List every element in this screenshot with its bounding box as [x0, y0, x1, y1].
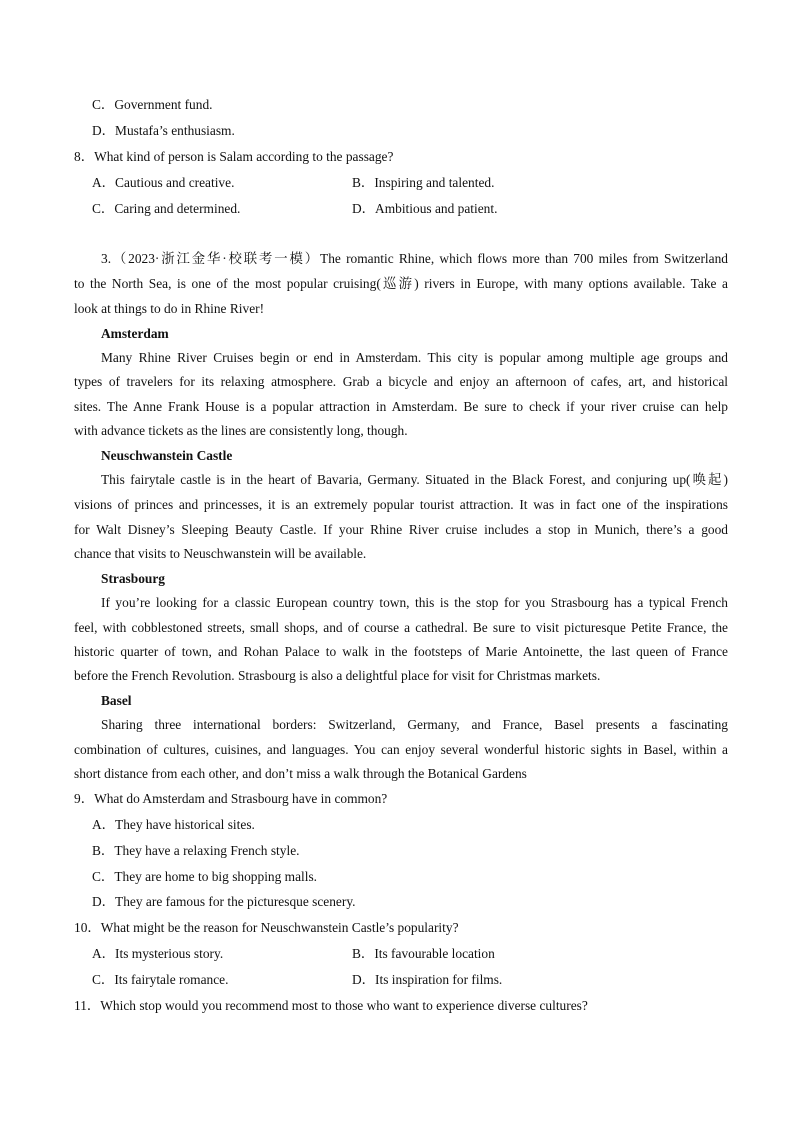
- neuschwanstein-line-1: This fairytale castle is in the heart of Bavaria, Germany. Situated in the Black Forest, and conjuring up(唤起): [101, 472, 728, 487]
- q9-option-a: A．They have historical sites.: [92, 817, 255, 832]
- q10-option-b: B．Its favourable location: [352, 946, 495, 961]
- heading-amsterdam: Amsterdam: [101, 326, 169, 341]
- q9-option-c: C．They are home to big shopping malls.: [92, 869, 318, 884]
- passage-intro-line-1: 3.（2023·浙江金华·校联考一模）The romantic Rhine, which flows more than 700 miles from Switzerland: [101, 251, 728, 266]
- passage-intro-line-3: look at things to do in Rhine River!: [74, 301, 265, 316]
- q8-stem: 8．What kind of person is Salam according to the passage?: [74, 149, 394, 164]
- neuschwanstein-line-2: visions of princes and princesses, it is an extremely popular tourist attraction. It was in fact one of the inspirations: [74, 497, 728, 512]
- strasbourg-line-1: If you’re looking for a classic European country town, this is the stop for you Strasbourg has a typical French: [101, 595, 728, 610]
- q10-option-d: D．Its inspiration for films.: [352, 972, 503, 987]
- neuschwanstein-line-3: for Walt Disney’s Sleeping Beauty Castle. If your Rhine River cruise includes a stop in Munich, there’s a good: [74, 522, 728, 537]
- strasbourg-line-4: before the French Revolution. Strasbourg is also a delightful place for visit for Christmas markets.: [74, 668, 601, 683]
- neuschwanstein-line-4: chance that visits to Neuschwanstein will be available.: [74, 546, 367, 561]
- q10-option-a: A．Its mysterious story.: [92, 946, 224, 961]
- basel-line-3: short distance from each other, and don’t miss a walk through the Botanical Gardens: [74, 766, 527, 781]
- q9-option-b: B．They have a relaxing French style.: [92, 843, 300, 858]
- q7-option-c: C．Government fund.: [92, 97, 213, 112]
- basel-line-1: Sharing three international borders: Switzerland, Germany, and France, Basel presents a fascinating: [101, 717, 728, 732]
- q8-option-b: B．Inspiring and talented.: [352, 175, 495, 190]
- strasbourg-line-3: historic quarter of town, and Rohan Palace to walk in the footsteps of Marie Antoinette, the last queen of France: [74, 644, 728, 659]
- passage-intro-line-2: to the North Sea, is one of the most popular cruising(巡游) rivers in Europe, with many options available. Take a: [74, 276, 728, 291]
- q11-stem: 11．Which stop would you recommend most to those who want to experience diverse cultures?: [74, 998, 588, 1013]
- amsterdam-line-3: sites. The Anne Frank House is a popular attraction in Amsterdam. Be sure to check if your river cruise can help: [74, 399, 728, 414]
- q10-stem: 10．What might be the reason for Neuschwanstein Castle’s popularity?: [74, 920, 459, 935]
- strasbourg-line-2: feel, with cobblestoned streets, small shops, and of course a cathedral. Be sure to visit picturesque Petite France, the: [74, 620, 728, 635]
- q7-option-d: D．Mustafa’s enthusiasm.: [92, 123, 235, 138]
- heading-basel: Basel: [101, 693, 132, 708]
- amsterdam-line-4: with advance tickets as the lines are consistently long, though.: [74, 423, 408, 438]
- q8-option-d: D．Ambitious and patient.: [352, 201, 498, 216]
- q10-option-c: C．Its fairytale romance.: [92, 972, 229, 987]
- q8-option-c: C．Caring and determined.: [92, 201, 241, 216]
- basel-line-2: combination of cultures, cuisines, and languages. You can enjoy several wonderful historic sights in Basel, within a: [74, 742, 728, 757]
- q9-stem: 9．What do Amsterdam and Strasbourg have in common?: [74, 791, 388, 806]
- q8-option-a: A．Cautious and creative.: [92, 175, 235, 190]
- heading-strasbourg: Strasbourg: [101, 571, 165, 586]
- amsterdam-line-1: Many Rhine River Cruises begin or end in Amsterdam. This city is popular among multiple age groups and: [101, 350, 728, 365]
- amsterdam-line-2: types of travelers for its relaxing atmosphere. Grab a bicycle and enjoy an afternoon of cafes, art, and historical: [74, 374, 728, 389]
- heading-neuschwanstein: Neuschwanstein Castle: [101, 448, 233, 463]
- q9-option-d: D．They are famous for the picturesque scenery.: [92, 894, 356, 909]
